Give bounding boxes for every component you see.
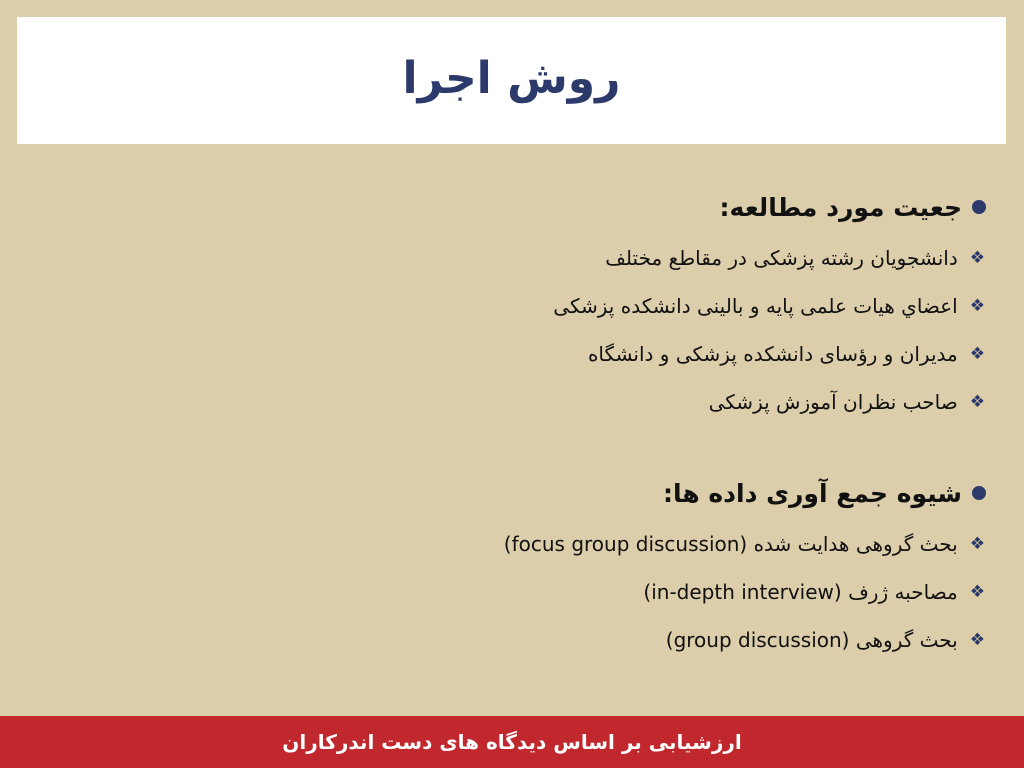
round-bullet-icon (972, 200, 986, 214)
list-item (60, 282, 985, 330)
footer-bar (0, 716, 1024, 768)
section-header (60, 466, 960, 520)
section-items (60, 520, 985, 664)
section-study-population (60, 180, 985, 426)
slide-content (60, 180, 985, 704)
diamond-bullet-icon: ❖ (969, 392, 985, 412)
section-heading: شیوه جمع آوری داده ها: (662, 478, 962, 508)
title-box (17, 17, 1006, 144)
list-item (60, 520, 985, 568)
footer-text: ارزشیابی بر اساس دیدگاه های دست اندرکاران (282, 730, 742, 754)
list-item-text: صاحب نظران آموزش پزشکی (708, 390, 958, 414)
list-item (60, 616, 985, 664)
list-item-text: اعضاي هيات علمی پايه و بالينی دانشکده پزشکی (553, 294, 958, 318)
list-item-text: بحث گروهی هدايت شده (focus group discussion) (503, 532, 958, 556)
section-data-collection (60, 466, 985, 664)
slide-title: روش اجرا (402, 53, 621, 104)
list-item-text: مصاحبه ژرف (in-depth interview) (643, 580, 958, 604)
section-items (60, 234, 985, 426)
section-header (60, 180, 960, 234)
list-item-text: بحث گروهی (group discussion) (665, 628, 958, 652)
list-item-text: مديران و رؤسای دانشکده پزشکی و دانشگاه (587, 342, 958, 366)
list-item (60, 234, 985, 282)
list-item (60, 330, 985, 378)
list-item-text: دانشجویان رشته پزشکی در مقاطع مختلف (605, 246, 958, 270)
diamond-bullet-icon: ❖ (969, 248, 985, 268)
diamond-bullet-icon: ❖ (969, 344, 985, 364)
diamond-bullet-icon: ❖ (969, 630, 985, 650)
list-item (60, 378, 985, 426)
section-heading: جعیت مورد مطالعه: (719, 192, 962, 222)
round-bullet-icon (972, 486, 986, 500)
list-item (60, 568, 985, 616)
diamond-bullet-icon: ❖ (969, 534, 985, 554)
diamond-bullet-icon: ❖ (969, 582, 985, 602)
diamond-bullet-icon: ❖ (969, 296, 985, 316)
